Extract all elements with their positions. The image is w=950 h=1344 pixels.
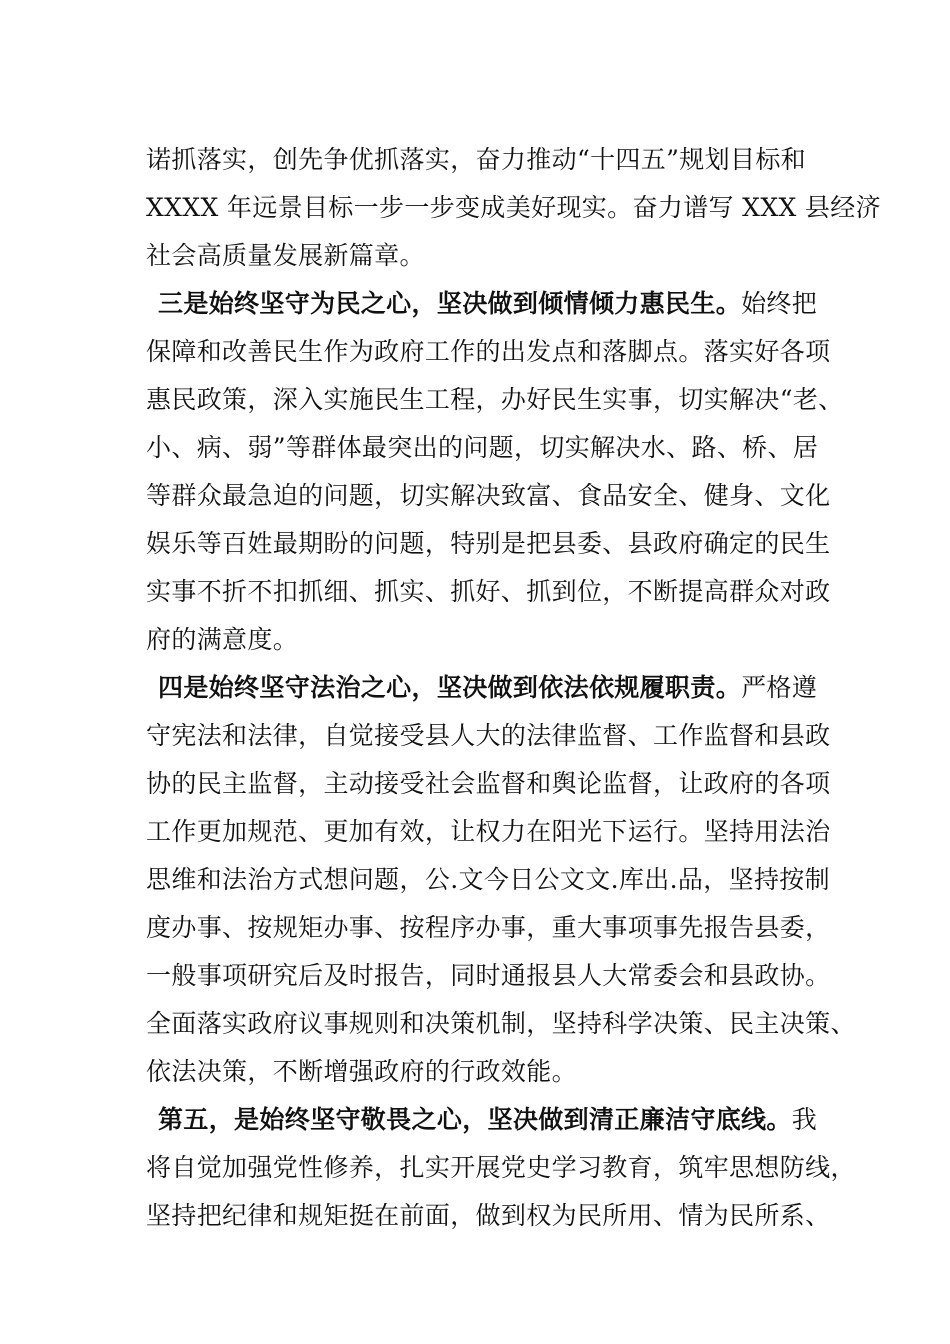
paragraph-4-first-line: [158, 666, 817, 710]
text-segment: 全面落实政府议事规则和决策机制，坚持科学决策、民主决策、: [146, 1009, 856, 1038]
text-segment: 协的民主监督，主动接受社会监督和舆论监督，让政府的各项: [146, 769, 831, 798]
text-line: [146, 522, 830, 566]
text-line: [146, 426, 818, 470]
text-line: [146, 618, 298, 662]
paragraph-5-first-line: [158, 1098, 817, 1142]
text-segment: 社会高质量发展新篇章。: [146, 241, 425, 270]
text-segment: 我: [791, 1105, 818, 1134]
text-segment: 娱乐等百姓最期盼的问题，特别是把县委、县政府确定的民生: [146, 529, 831, 558]
heading-segment: 四是始终坚守法治之心，坚决做到依法依规履职责。: [158, 673, 742, 702]
text-segment: 度办事、按规矩办事、按程序办事，重大事项事先报告县委，: [146, 913, 831, 942]
text-line: [146, 1050, 577, 1094]
text-line: [146, 954, 830, 998]
heading-segment: 第五，是始终坚守敬畏之心，坚决做到清正廉洁守底线。: [158, 1105, 792, 1134]
text-segment: 将自觉加强党性修养，扎实开展党史学习教育，筑牢思想防线，: [146, 1153, 856, 1182]
text-line: [146, 858, 830, 902]
text-segment: XXXX 年远景目标一步一步变成美好现实。奋力谱写 XXX 县经济: [146, 193, 881, 222]
text-segment: 等群众最急迫的问题，切实解决致富、食品安全、健身、文化: [146, 481, 831, 510]
text-segment: 惠民政策，深入实施民生工程，办好民生实事，切实解决“老、: [146, 385, 844, 414]
text-line: [146, 714, 830, 758]
text-segment: 思维和法治方式想问题，公.文今日公文文.库出.品，坚持按制: [146, 865, 830, 894]
paragraph-3-first-line: [158, 282, 817, 326]
text-segment: 工作更加规范、更加有效，让权力在阳光下运行。坚持用法治: [146, 817, 831, 846]
text-segment: 守宪法和法律，自觉接受县人大的法律监督、工作监督和县政: [146, 721, 831, 750]
text-line: [146, 810, 830, 854]
text-segment: 始终把: [741, 289, 818, 318]
text-line: [146, 1146, 856, 1190]
text-line: [146, 378, 844, 422]
text-segment: 实事不折不扣抓细、抓实、抓好、抓到位，不断提高群众对政: [146, 577, 831, 606]
text-line: [146, 138, 806, 182]
text-segment: 诺抓落实，创先争优抓落实，奋力推动“十四五”规划目标和: [146, 145, 807, 174]
text-segment: 严格遵: [741, 673, 818, 702]
text-line: [146, 186, 881, 230]
text-line: [146, 570, 830, 614]
text-line: [146, 474, 830, 518]
text-line: [146, 1002, 856, 1046]
text-segment: 保障和改善民生作为政府工作的出发点和落脚点。落实好各项: [146, 337, 831, 366]
text-segment: 依法决策，不断增强政府的行政效能。: [146, 1057, 577, 1086]
text-line: [146, 762, 830, 806]
text-line: [146, 906, 830, 950]
heading-segment: 三是始终坚守为民之心，坚决做到倾情倾力惠民生。: [158, 289, 742, 318]
text-line: [146, 234, 425, 278]
text-segment: 坚持把纪律和规矩挺在前面，做到权为民所用、情为民所系、: [146, 1201, 831, 1230]
text-line: [146, 330, 830, 374]
text-segment: 府的满意度。: [146, 625, 299, 654]
text-segment: 一般事项研究后及时报告，同时通报县人大常委会和县政协。: [146, 961, 831, 990]
text-line: [146, 1194, 830, 1238]
text-segment: 小、病、弱”等群体最突出的问题，切实解决水、路、桥、居: [146, 433, 819, 462]
